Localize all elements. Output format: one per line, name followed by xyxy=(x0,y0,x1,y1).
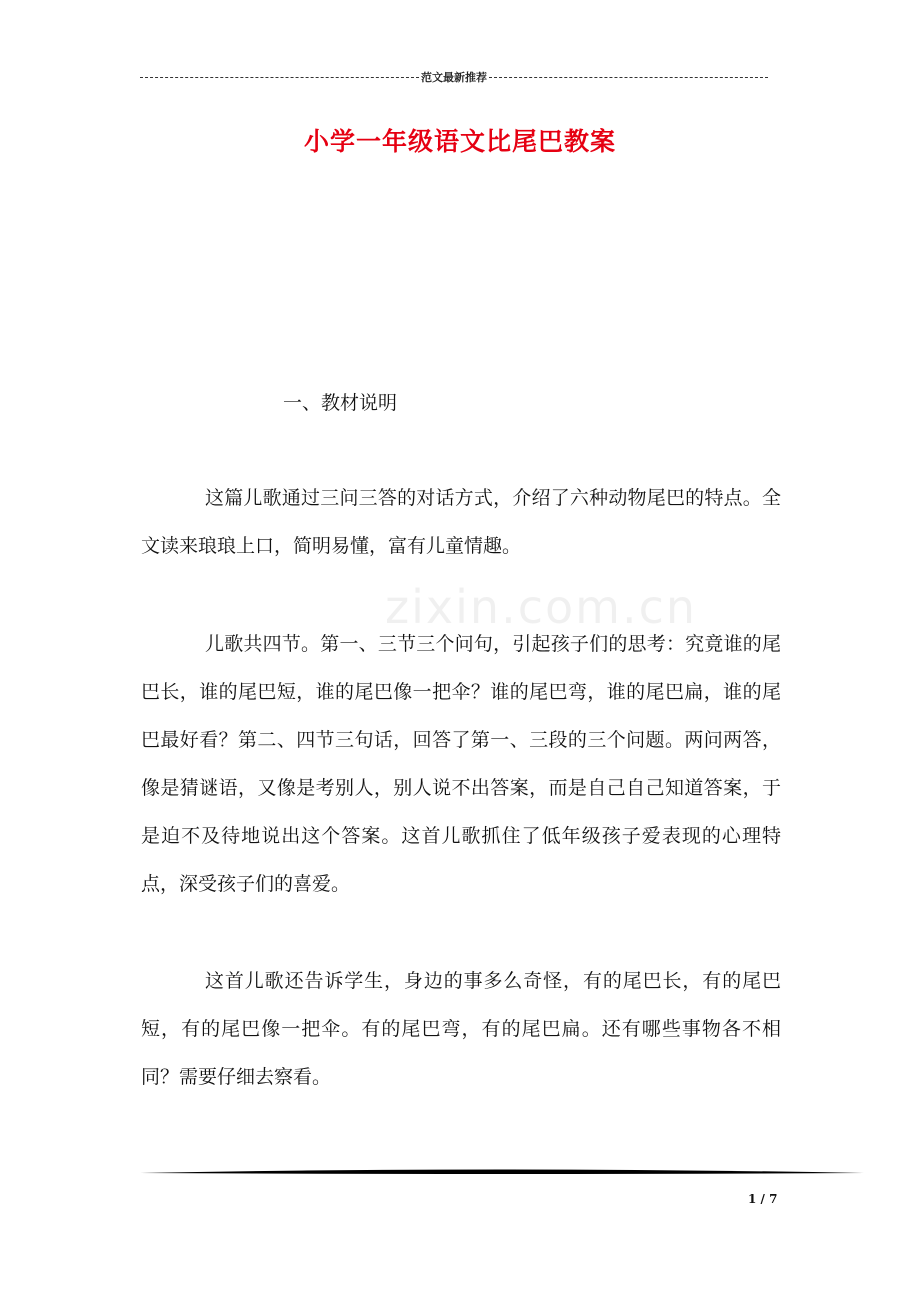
document-title: 小学一年级语文比尾巴教案 xyxy=(303,127,616,156)
watermark: zixin.com.cn xyxy=(385,580,698,634)
paragraph-2: 儿歌共四节。第一、三节三个问句，引起孩子们的思考：究竟谁的尾巴长，谁的尾巴短，谁的尾巴像一把伞？谁的尾巴弯，谁的尾巴扁，谁的尾巴最好看？第二、四节三句话，回答了第一、三段的三个问题。两问两答，像是猜谜语，又像是考别人，别人说不出答案，而是自己自己知道答案，于是迫不及待地说出这个答案。这首儿歌抓住了低年级孩子爱表现的心理特点，深受孩子们的喜爱。 xyxy=(141,633,781,895)
footer-rule xyxy=(140,1166,864,1180)
section-heading: 一、教材说明 xyxy=(283,392,398,414)
page-number: 1 / 7 xyxy=(748,1192,778,1206)
paragraph-1: 这篇儿歌通过三问三答的对话方式，介绍了六种动物尾巴的特点。全文读来琅琅上口，简明易懂，富有儿童情趣。 xyxy=(141,487,781,557)
header-label: 范文最新推荐 xyxy=(421,71,487,84)
header-dash-left xyxy=(140,77,419,78)
page-header xyxy=(140,68,768,86)
header-dash-right xyxy=(489,77,768,78)
paragraph-3: 这首儿歌还告诉学生，身边的事多么奇怪，有的尾巴长，有的尾巴短，有的尾巴像一把伞。有的尾巴弯，有的尾巴扁。还有哪些事物各不相同？需要仔细去察看。 xyxy=(141,970,781,1088)
